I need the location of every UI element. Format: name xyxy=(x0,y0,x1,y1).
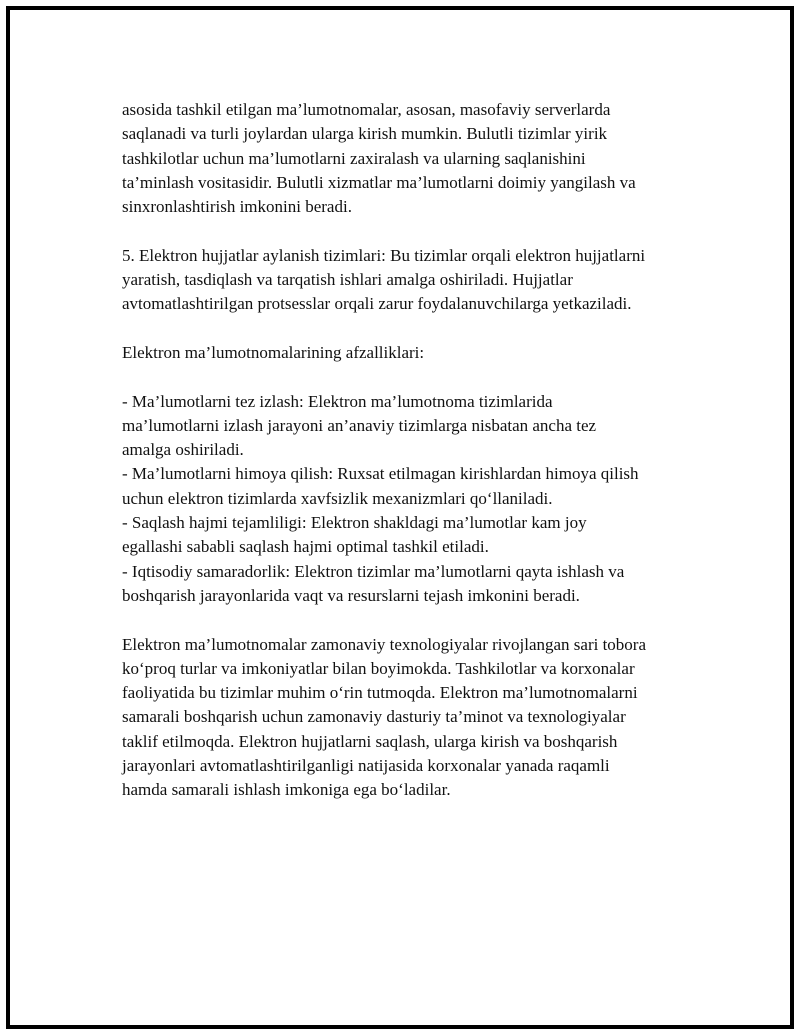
list-item-line: - Saqlash hajmi tejamliligi: Elektron shakldagi ma’lumotlar kam joy xyxy=(122,513,587,533)
text-line: Elektron ma’lumotnomalar zamonaviy texnologiyalar rivojlangan sari tobora xyxy=(122,634,647,654)
text-line: ko‘proq turlar va imkoniyatlar bilan boyimokda. Tashkilotlar va korxonalar xyxy=(122,658,635,678)
paragraph-conclusion xyxy=(122,633,712,803)
list-item-line: amalga oshiriladi. xyxy=(122,440,244,460)
paragraph-gap xyxy=(122,365,712,389)
list-item-line: - Ma’lumotlarni tez izlash: Elektron ma’lumotnoma tizimlarida xyxy=(122,391,553,411)
list-item-line: - Iqtisodiy samaradorlik: Elektron tizimlar ma’lumotlarni qayta ishlash va xyxy=(122,561,625,581)
text-line: 5. Elektron hujjatlar aylanish tizimlari: Bu tizimlar orqali elektron hujjatlarni xyxy=(122,245,646,265)
paragraph-gap xyxy=(122,219,712,243)
page-frame xyxy=(6,6,794,1029)
list-item-line: ma’lumotlarni izlash jarayoni an’anaviy tizimlarga nisbatan ancha tez xyxy=(122,415,597,435)
text-line: faoliyatida bu tizimlar muhim o‘rin tutmoqda. Elektron ma’lumotnomalarni xyxy=(122,683,638,703)
text-line: tashkilotlar uchun ma’lumotlarni zaxiralash va ularning saqlanishini xyxy=(122,148,586,168)
list-item-line: boshqarish jarayonlarida vaqt va resurslarni tejash imkonini beradi. xyxy=(122,585,580,605)
text-line: samarali boshqarish uchun zamonaviy dasturiy ta’minot va texnologiyalar xyxy=(122,707,626,727)
text-line: sinxronlashtirish imkonini beradi. xyxy=(122,197,352,217)
document-body xyxy=(122,98,712,803)
text-line: saqlanadi va turli joylardan ularga kirish mumkin. Bulutli tizimlar yirik xyxy=(122,124,608,144)
list-item-line: - Ma’lumotlarni himoya qilish: Ruxsat etilmagan kirishlardan himoya qilish xyxy=(122,464,639,484)
paragraph-gap xyxy=(122,608,712,632)
advantages-list xyxy=(122,390,712,609)
text-line: jarayonlari avtomatlashtirilganligi natijasida korxonalar yanada raqamli xyxy=(122,756,610,776)
text-line: ta’minlash vositasidir. Bulutli xizmatlar ma’lumotlarni doimiy yangilash va xyxy=(122,172,636,192)
paragraph-advantages-heading xyxy=(122,341,712,365)
list-item-line: egallashi sababli saqlash hajmi optimal tashkil etiladi. xyxy=(122,537,489,557)
paragraph-document-flow xyxy=(122,244,712,317)
paragraph-cloud-systems xyxy=(122,98,712,219)
text-line: hamda samarali ishlash imkoniga ega bo‘ladilar. xyxy=(122,780,451,800)
text-line: avtomatlashtirilgan protsesslar orqali zarur foydalanuvchilarga yetkaziladi. xyxy=(122,294,632,314)
list-item-line: uchun elektron tizimlarda xavfsizlik mexanizmlari qo‘llaniladi. xyxy=(122,488,553,508)
text-line: yaratish, tasdiqlash va tarqatish ishlari amalga oshiriladi. Hujjatlar xyxy=(122,270,573,290)
text-line: taklif etilmoqda. Elektron hujjatlarni saqlash, ularga kirish va boshqarish xyxy=(122,731,618,751)
paragraph-gap xyxy=(122,317,712,341)
section-heading: Elektron ma’lumotnomalarining afzalliklari: xyxy=(122,342,425,362)
text-line: asosida tashkil etilgan ma’lumotnomalar, asosan, masofaviy serverlarda xyxy=(122,100,611,119)
